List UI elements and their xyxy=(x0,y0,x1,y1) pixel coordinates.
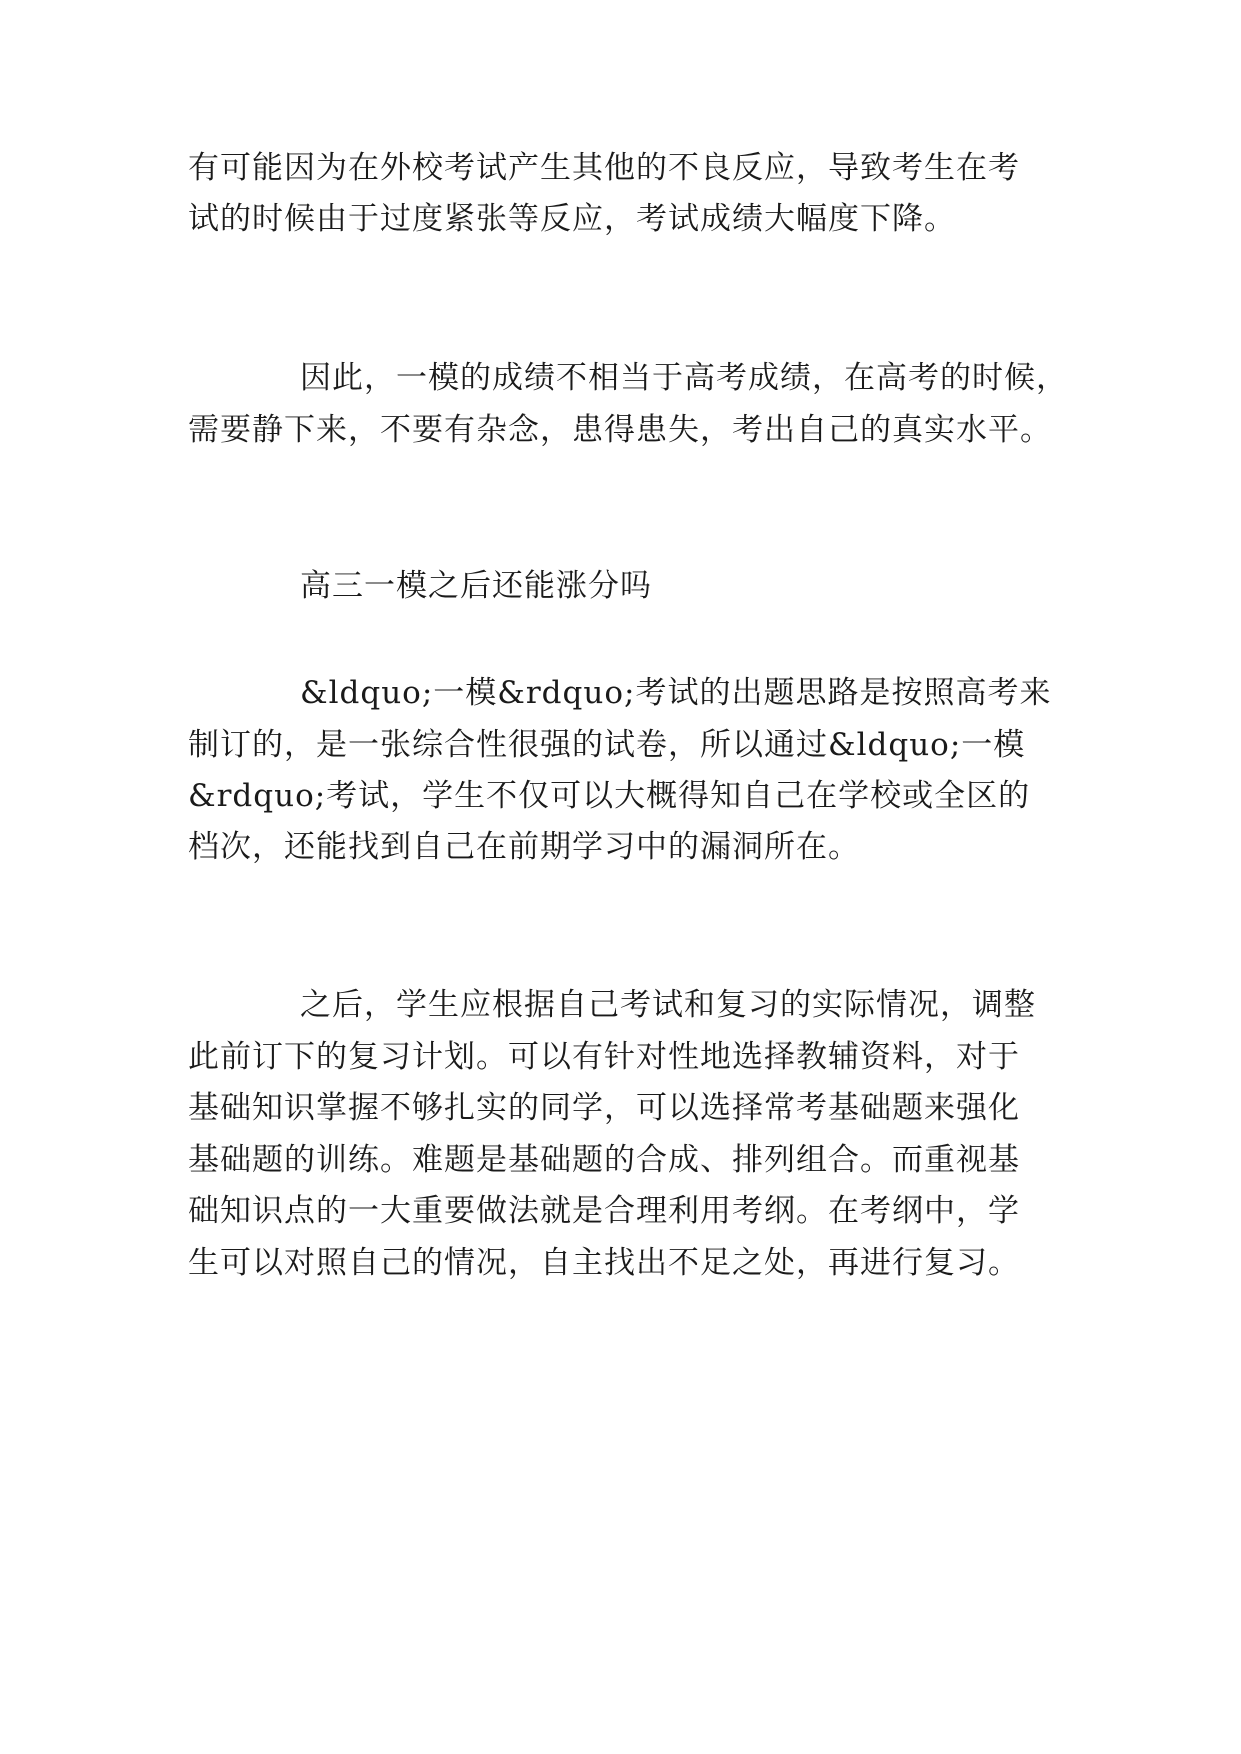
paragraph-4-line-2: 此前订下的复习计划。可以有针对性地选择教辅资料，对于 xyxy=(188,1039,1020,1075)
paragraph-4-line-6: 生可以对照自己的情况，自主找出不足之处，再进行复习。 xyxy=(188,1245,1020,1281)
paragraph-3-line-2: 制订的，是一张综合性很强的试卷，所以通过&ldquo;一模 xyxy=(188,727,1026,763)
paragraph-4-line-4: 基础题的训练。难题是基础题的合成、排列组合。而重视基 xyxy=(188,1142,1020,1178)
paragraph-4-line-5: 础知识点的一大重要做法就是合理利用考纲。在考纲中，学 xyxy=(188,1193,1020,1229)
paragraph-3-line-1: &ldquo;一模&rdquo;考试的出题思路是按照高考来 xyxy=(300,675,1052,711)
paragraph-3-line-3: &rdquo;考试，学生不仅可以大概得知自己在学校或全区的 xyxy=(188,778,1031,814)
paragraph-3-line-4: 档次，还能找到自己在前期学习中的漏洞所在。 xyxy=(188,829,860,865)
paragraph-2-line-1: 因此，一模的成绩不相当于高考成绩，在高考的时候， xyxy=(300,360,1068,396)
paragraph-2-line-2: 需要静下来，不要有杂念，患得患失，考出自己的真实水平。 xyxy=(188,412,1052,448)
section-heading: 高三一模之后还能涨分吗 xyxy=(300,568,652,604)
paragraph-1-line-1: 有可能因为在外校考试产生其他的不良反应，导致考生在考 xyxy=(188,150,1020,186)
paragraph-1-line-2: 试的时候由于过度紧张等反应，考试成绩大幅度下降。 xyxy=(188,201,956,237)
paragraph-4-line-3: 基础知识掌握不够扎实的同学，可以选择常考基础题来强化 xyxy=(188,1090,1020,1126)
paragraph-4-line-1: 之后，学生应根据自己考试和复习的实际情况，调整 xyxy=(300,987,1036,1023)
